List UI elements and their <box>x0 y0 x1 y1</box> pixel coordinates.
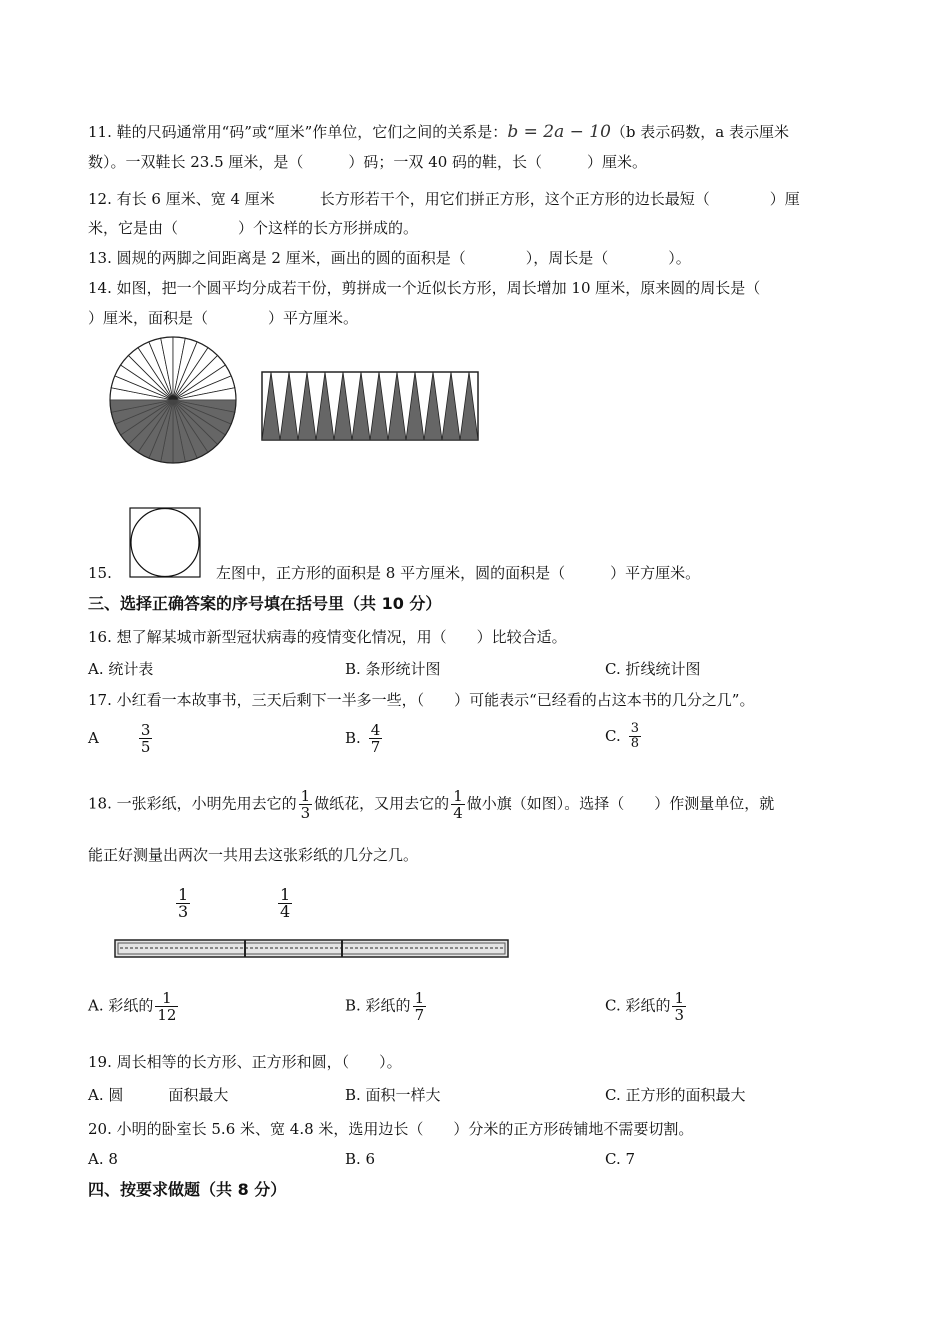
fraction: $\frac{1}{3}$ <box>178 885 189 921</box>
q16-question: 16. 想了解某城市新型冠状病毒的疫情变化情况，用（ ）比较合适。 <box>88 628 567 646</box>
q18-option-b: B. 彩纸的 $\frac{1}{7}$ <box>345 989 425 1024</box>
q18-option-c: C. 彩纸的 $\frac{1}{3}$ <box>605 989 685 1024</box>
q16-option-a: A. 统计表 <box>88 660 154 678</box>
q15-square-circle-figure <box>129 507 203 579</box>
q15-number: 15. <box>88 564 112 582</box>
q18-line2: 能正好测量出两次一共用去这张彩纸的几分之几。 <box>88 846 419 864</box>
q18-paper-strip-figure <box>114 938 510 960</box>
q19-option-b: B. 面积一样大 <box>345 1086 441 1104</box>
fraction: $\frac{1}{4}$ <box>280 885 291 921</box>
q20-option-b: B. 6 <box>345 1150 376 1168</box>
section-4-heading: 四、按要求做题（共 8 分） <box>88 1180 287 1199</box>
q17-question: 17. 小红看一本故事书，三天后剩下一半多一些，（ ）可能表示“已经看的占这本书的几分之几”。 <box>88 691 755 709</box>
fraction: $\frac{1}{12}$ <box>157 989 177 1024</box>
q18-option-a: A. 彩纸的 $\frac{1}{12}$ <box>88 989 177 1024</box>
q19-option-a: A. 圆 面积最大 <box>88 1086 229 1104</box>
q15-text: 左图中，正方形的面积是 8 平方厘米，圆的面积是（ ）平方厘米。 <box>216 564 701 582</box>
q19-question: 19. 周长相等的长方形、正方形和圆，（ ）。 <box>88 1053 402 1071</box>
fraction: $\frac{4}{7}$ <box>370 721 381 756</box>
q18-line1: 18. 一张彩纸，小明先用去它的 $\frac{1}{3}$ 做纸花，又用去它的 $\frac{1}{4}$ 做小旗（如图）。选择（ ）作测量单位，就 <box>88 787 775 822</box>
q11-formula: b = 2a − 10 <box>507 122 611 142</box>
q14-figure <box>100 330 490 475</box>
q20-option-a: A. 8 <box>88 1150 118 1168</box>
q20-option-c: C. 7 <box>605 1150 636 1168</box>
q12-line2: 米，它是由（ ）个这样的长方形拼成的。 <box>88 219 419 237</box>
fraction: $\frac{1}{3}$ <box>300 787 311 822</box>
fraction: $\frac{3}{5}$ <box>140 721 151 756</box>
q11-line1: 11. 鞋的尺码通常用“码”或“厘米”作单位，它们之间的关系是：b = 2a − 10（b 表示码数，a 表示厘米 <box>88 122 789 142</box>
q14-circle-figure <box>110 337 236 463</box>
q18-figure-label-2 <box>276 887 294 920</box>
section-3-heading: 三、选择正确答案的序号填在括号里（共 10 分） <box>88 594 442 613</box>
fraction: $\frac{1}{4}$ <box>453 787 463 822</box>
q20-question: 20. 小明的卧室长 5.6 米、宽 4.8 米，选用边长（ ）分米的正方形砖铺地不需要切割。 <box>88 1120 694 1138</box>
q14-rect-figure <box>262 372 478 440</box>
q17-option-c: C. $\frac{3}{8}$ <box>605 721 639 751</box>
fraction: $\frac{1}{3}$ <box>674 989 685 1024</box>
q11-line2: 数）。一双鞋长 23.5 厘米，是（ ）码；一双 40 码的鞋，长（ ）厘米。 <box>88 153 648 171</box>
q13-line: 13. 圆规的两脚之间距离是 2 厘米，画出的圆的面积是（ ），周长是（ ）。 <box>88 249 691 267</box>
q17-option-b: B. $\frac{4}{7}$ <box>345 721 381 756</box>
q14-line1: 14. 如图，把一个圆平均分成若干份，剪拼成一个近似长方形，周长增加 10 厘米，原来圆的周长是（ <box>88 279 761 297</box>
fraction: $\frac{3}{8}$ <box>630 721 639 751</box>
q14-line2: ）厘米，面积是（ ）平方厘米。 <box>88 309 359 327</box>
q12-line1: 12. 有长 6 厘米、宽 4 厘米 长方形若干个，用它们拼正方形，这个正方形的边长最短（ ）厘 <box>88 190 800 208</box>
q16-option-c: C. 折线统计图 <box>605 660 701 678</box>
q16-option-b: B. 条形统计图 <box>345 660 441 678</box>
fraction: $\frac{1}{7}$ <box>414 989 425 1024</box>
q19-option-c: C. 正方形的面积最大 <box>605 1086 746 1104</box>
q17-option-a: A $\frac{3}{5}$ <box>88 721 151 756</box>
q18-figure-label-1 <box>174 887 192 920</box>
